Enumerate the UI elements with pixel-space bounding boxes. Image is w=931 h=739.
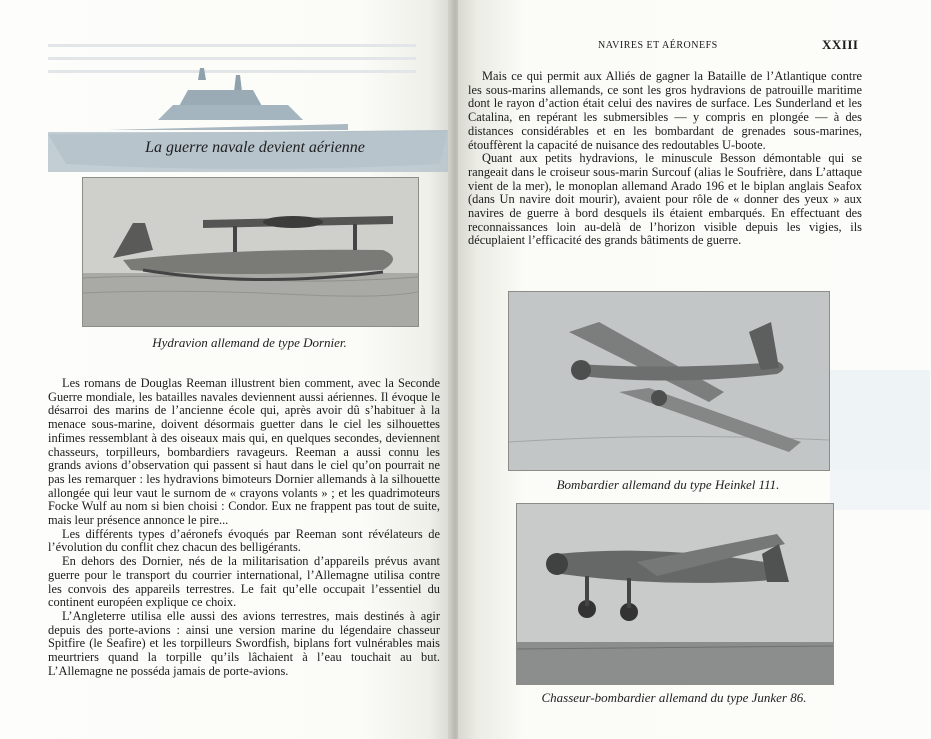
figure-1-caption: Hydravion allemand de type Dornier.: [152, 335, 347, 350]
paragraph: Quant aux petits hydravions, le minuscule Besson démontable qui se rangeait dans le croiseur sous-marin Surcouf (alias le Soufrière, dans L’attaque vient de la mer), le monoplan allemand Arado 196 et le biplan anglais Seafox (dans Un navire doit mourir), avaient pour rôle de « donner des yeux » aux navires de guerre à bord desquels ils étaient embarqués. En effectuant des reconnaissances loin au-delà de l’horizon visible depuis les vigies, ils décuplaient l’efficacité des grands bâtiments de guerre.: [468, 151, 862, 248]
figure-2-caption: Bombardier allemand du type Heinkel 111.: [556, 477, 780, 492]
page-number: XXIII: [822, 37, 859, 52]
show-through-shade: [830, 470, 930, 510]
battleship-silhouette-banner: [48, 60, 448, 180]
right-body-text: [468, 70, 862, 248]
paragraph: Les différents types d’aéronefs évoqués par Reeman sont révélateurs de l’évolution du conflit chez chacun des belligérants.: [48, 526, 440, 555]
show-through-shade: [830, 370, 930, 470]
dornier-seaplane-illustration: [82, 177, 419, 327]
paragraph: Mais ce qui permit aux Alliés de gagner la Bataille de l’Atlantique contre les sous-marins allemands, ce sont les gros hydravions de patrouille maritime dont le rayon d’action était celui des navires de surface. Les Sunderland et les Catalina, en repérant les submersibles — y compris en plongée — à des distances considérables et en les bombardant de grenades sous-marines, étouffèrent la capacité de nuisance des redoutables U-boote.: [468, 69, 862, 152]
banner-title: La guerre navale devient aérienne: [145, 139, 365, 156]
paragraph: En dehors des Dornier, nés de la militarisation d’appareils prévus avant guerre pour le transport du courrier international, l’Allemagne utilisa contre les convois des appareils terrestres. Le fait qu’elle occupait l’essentiel du continent européen explique ce choix.: [48, 554, 440, 610]
left-page: [0, 0, 452, 739]
running-head: NAVIRES ET AÉRONEFS: [598, 40, 718, 51]
heinkel-bomber-illustration: [508, 291, 830, 471]
paragraph: Les romans de Douglas Reeman illustrent bien comment, avec la Seconde Guerre mondiale, les batailles navales deviennent aussi aériennes. Il évoque le désarroi des marins de l’ancienne école qui, après avoir dû s’habituer à la menace sous-marine, doivent désormais guetter dans le ciel les silhouettes infimes ressemblant à des oiseaux mais qui, en quelques secondes, deviennent chasseurs, torpilleurs, bombardiers ravageurs. Reeman a aussi connu les grands avions d’observation qui passent si haut dans le ciel qu’on pourrait ne pas les remarquer : les hydravions bimoteurs Dornier allemands à la silhouette allongée qui leur vaut le surnom de « crayons volants » ; et les quadrimoteurs Focke Wulf au nom si bien choisi : Condor. Eux ne frappent pas tout de suite, mais leur présence annonce le pire...: [48, 376, 440, 528]
junker-fighter-bomber-illustration: [516, 503, 834, 685]
left-body-text: [48, 377, 440, 678]
figure-3-caption: Chasseur-bombardier allemand du type Junker 86.: [541, 690, 807, 705]
paragraph: L’Angleterre utilisa elle aussi des avions terrestres, mais destinés à agir depuis des porte-avions : ainsi une version marine du légendaire chasseur Spitfire (le Seafire) et les torpilleurs Swordfish, biplans fort vulnérables mais meurtriers quand la torpille qu’ils lâchaient à l’eau touchait au but. L’Allemagne ne posséda jamais de porte-avions.: [48, 608, 440, 678]
